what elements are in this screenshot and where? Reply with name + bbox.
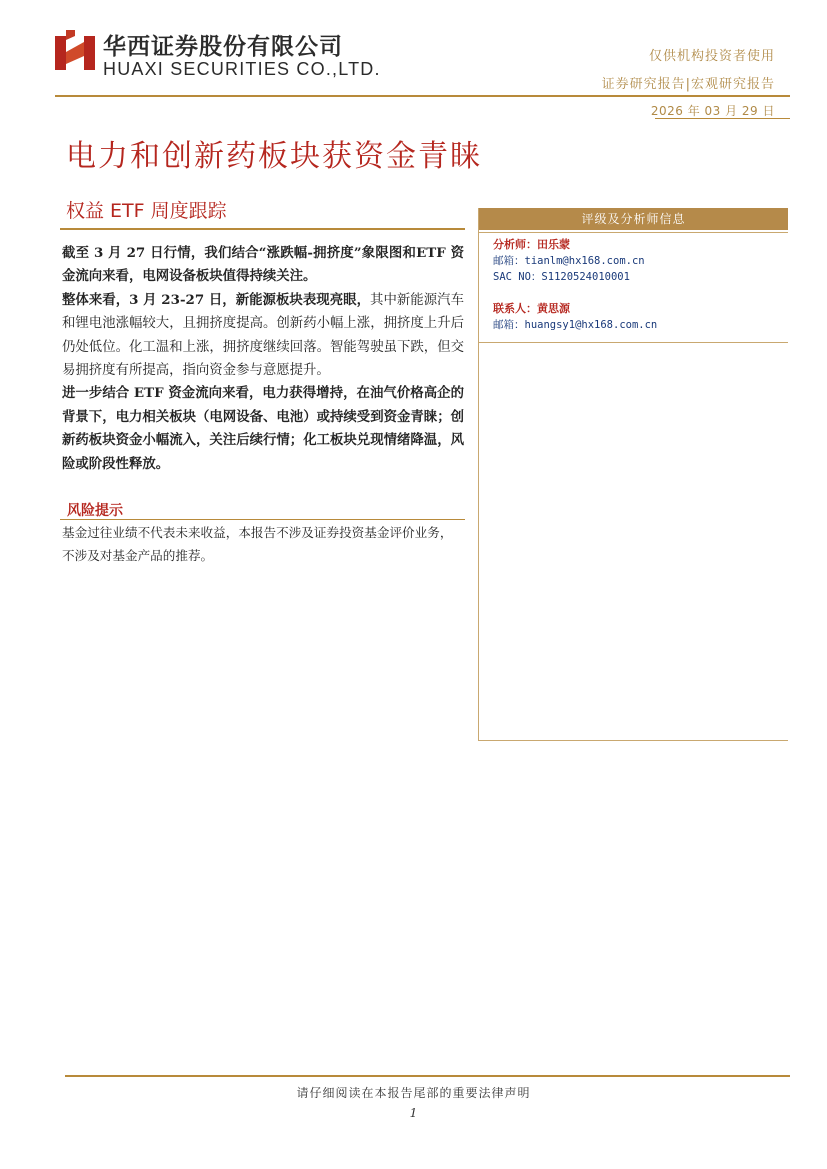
- analyst-panel: [478, 208, 788, 741]
- summary-paragraph-1: 截至 3 月 27 日行情，我们结合“涨跌幅-拥挤度”象限图和ETF 资金流向来看，电网设备板块值得持续关注。: [62, 245, 464, 285]
- risk-text: 基金过往业绩不代表未来收益，本报告不涉及证券投资基金评价业务，不涉及对基金产品的推荐。: [62, 525, 453, 563]
- report-date: 2026 年 03 月 29 日: [650, 104, 775, 118]
- panel-divider-bottom: [479, 342, 788, 343]
- report-title: 电力和创新药板块获资金青睐: [66, 139, 482, 174]
- panel-divider: [479, 232, 788, 233]
- subtitle-divider: [60, 228, 465, 230]
- analyst-email: 邮箱：tianlm@hx168.com.cn: [493, 255, 645, 267]
- contact-name: 联系人：黄思源: [493, 302, 570, 315]
- report-subtitle: 权益 ETF 周度跟踪: [66, 200, 227, 222]
- analyst-name: 分析师：田乐蒙: [493, 238, 570, 251]
- summary-paragraph-2-lead: 整体来看，3 月 23-27 日，新能源板块表现亮眼，: [62, 291, 371, 308]
- risk-divider: [60, 519, 465, 520]
- risk-heading: 风险提示: [67, 503, 123, 519]
- summary-body: [62, 242, 464, 476]
- analyst-sac-number: SAC NO：S1120524010001: [493, 271, 630, 283]
- company-logo-icon: [55, 30, 95, 76]
- header-divider: [55, 95, 790, 97]
- footer-divider: [65, 1075, 790, 1077]
- report-type: 证券研究报告|宏观研究报告: [601, 77, 775, 92]
- company-name-en: HUAXI SECURITIES CO.,LTD.: [103, 59, 381, 79]
- legal-notice: 请仔细阅读在本报告尾部的重要法律声明: [296, 1086, 531, 1100]
- company-name-cn: 华西证券股份有限公司: [103, 34, 343, 60]
- audience-note: 仅供机构投资者使用: [648, 49, 775, 64]
- contact-email: 邮箱：huangsy1@hx168.com.cn: [493, 319, 658, 331]
- summary-paragraph-2: [62, 289, 464, 383]
- date-divider: [655, 118, 790, 119]
- summary-paragraph-2-rest: 其中新能源汽车和锂电池涨幅较大，且拥挤度提高。创新药小幅上涨，拥挤度上升后仍处低位。化工温和上涨，拥挤度继续回落。智能驾驶虽下跌，但交易拥挤度有所提高，指向资金参与意愿提升。: [62, 292, 464, 379]
- page-number: 1: [409, 1106, 418, 1120]
- summary-paragraph-3: 进一步结合 ETF 资金流向来看，电力获得增持，在油气价格高企的背景下，电力相关板块（电网设备、电池）或持续受到资金青睐；创新药板块资金小幅流入，关注后续行情；化工板块兑现情绪降温，风险或阶段性释放。: [62, 385, 464, 472]
- analyst-panel-heading: 评级及分析师信息: [479, 208, 788, 230]
